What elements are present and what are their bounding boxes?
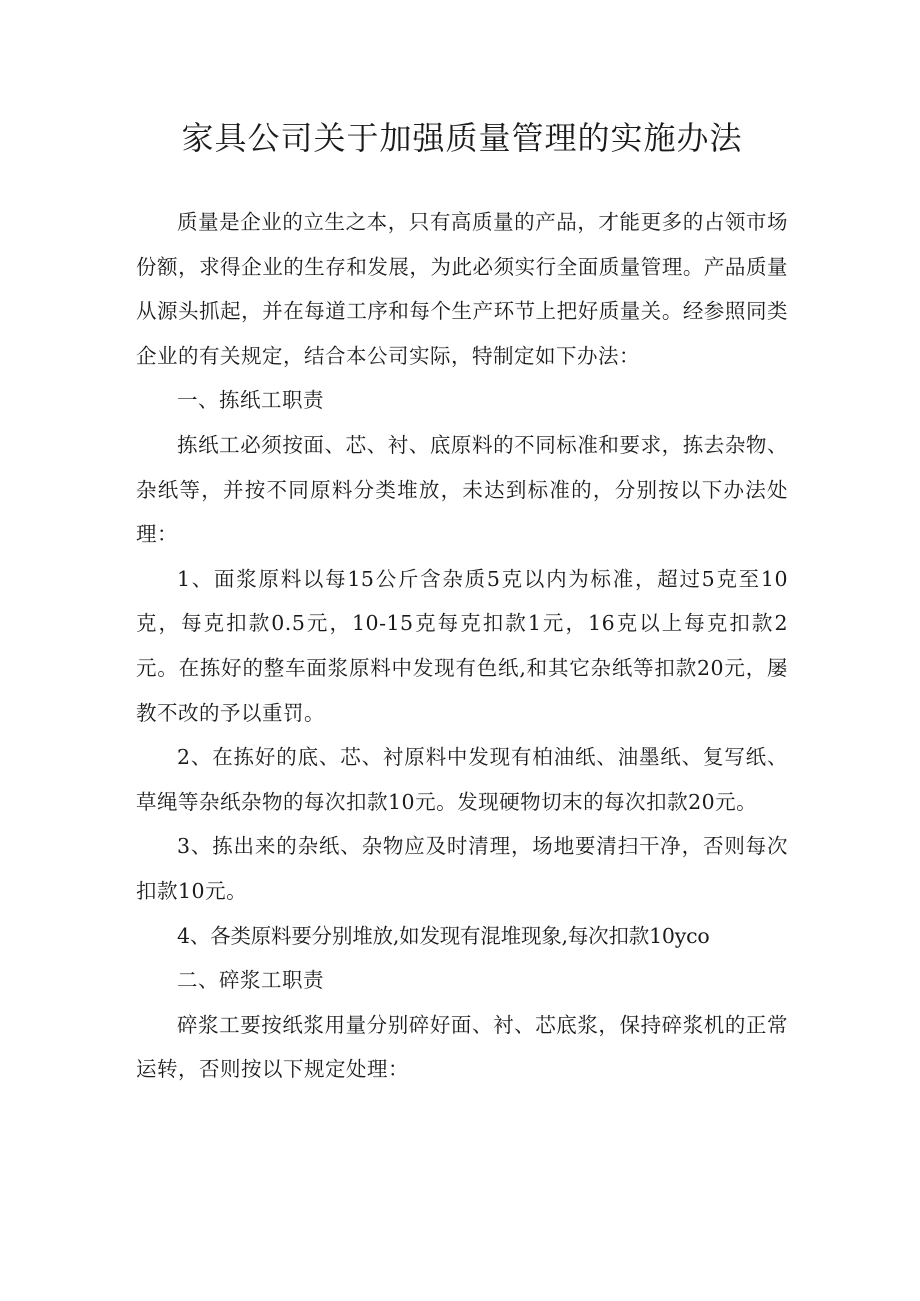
section-heading-1: 一、拣纸工职责 [177, 388, 324, 413]
section-1-paragraph-2: 2、在拣好的底、芯、衬原料中发现有柏油纸、油墨纸、复写纸、草绳等杂纸杂物的每次扣款10元。发现硬物切末的每次扣款20元。 [136, 745, 788, 814]
section-1-paragraph-4: 4、各类原料要分别堆放,如发现有混堆现象,每次扣款10yco [177, 923, 710, 948]
section-1-paragraph-0: 拣纸工必须按面、芯、衬、底原料的不同标准和要求，拣去杂物、杂纸等，并按不同原料分类堆放，未达到标准的，分别按以下办法处理： [136, 432, 788, 547]
section-1-paragraph-3: 3、拣出来的杂纸、杂物应及时清理，场地要清扫干净，否则每次扣款10元。 [136, 834, 788, 903]
document-page [136, 112, 788, 1092]
intro-paragraph: 质量是企业的立生之本，只有高质量的产品，才能更多的占领市场份额，求得企业的生存和发展，为此必须实行全面质量管理。产品质量从源头抓起，并在每道工序和每个生产环节上把好质量关。经参照同类企业的有关规定，结合本公司实际，特制定如下办法： [136, 210, 788, 368]
section-1-paragraph-1: 1、面浆原料以每15公斤含杂质5克以内为标准，超过5克至10克，每克扣款0.5元，10-15克每克扣款1元，16克以上每克扣款2元。在拣好的整车面浆原料中发现有色纸,和其它杂纸等扣款20元，屡教不改的予以重罚。 [136, 566, 788, 725]
document-body [136, 200, 788, 1092]
section-2-paragraph-0: 碎浆工要按纸浆用量分别碎好面、衬、芯底浆，保持碎浆机的正常运转，否则按以下规定处理： [136, 1012, 788, 1082]
page-title: 家具公司关于加强质量管理的实施办法 [181, 119, 743, 157]
section-heading-2: 二、碎浆工职责 [177, 968, 324, 993]
